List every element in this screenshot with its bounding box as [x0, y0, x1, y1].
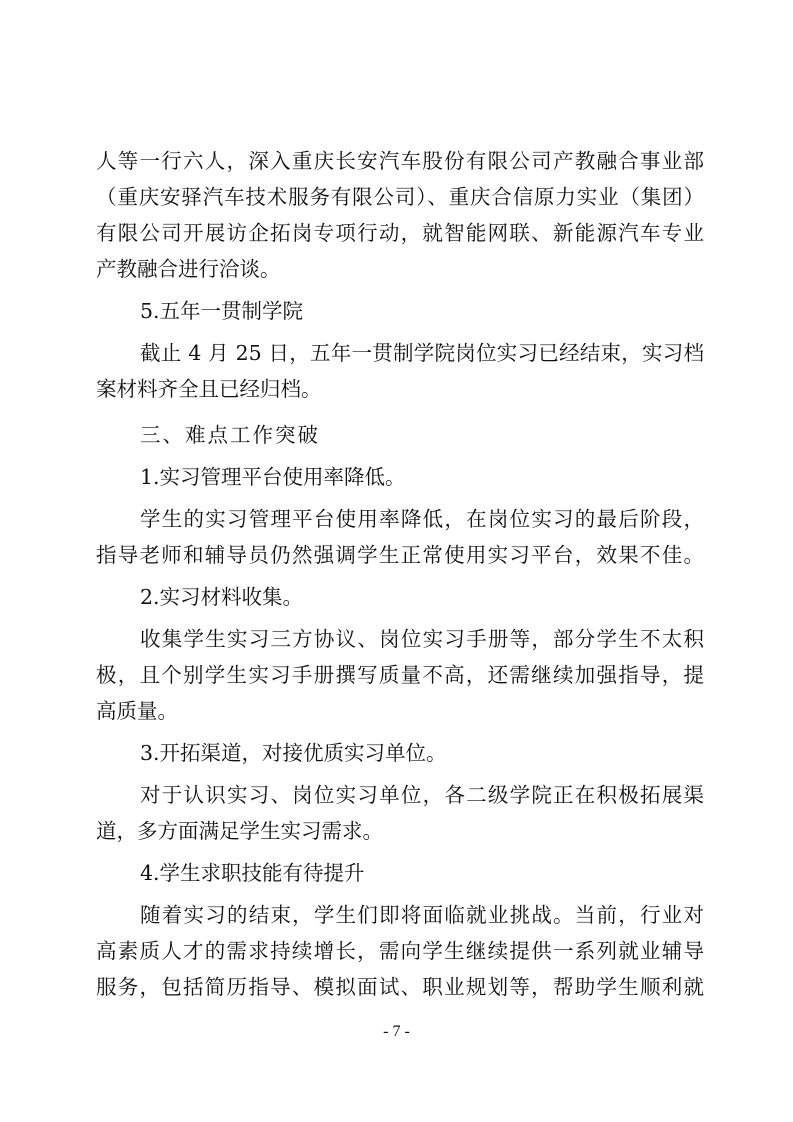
paragraph-line: 产教融合进行洽谈。	[96, 257, 281, 281]
paragraph-line: 对于认识实习、岗位实习单位，各二级学院正在积极拓展渠	[140, 783, 704, 807]
paragraph-line: 服务，包括简历指导、模拟面试、职业规划等，帮助学生顺利就	[96, 975, 704, 999]
section-heading: 1.实习管理平台使用率降低。	[140, 465, 406, 489]
section-heading: 2.实习材料收集。	[140, 585, 304, 609]
section-heading: 5.五年一贯制学院	[140, 299, 304, 323]
paragraph-line: （重庆安驿汽车技术服务有限公司）、重庆合信原力实业（集团）	[96, 185, 704, 209]
page-number: - 7 -	[383, 1023, 410, 1040]
paragraph-line: 人等一行六人，深入重庆长安汽车股份有限公司产教融合事业部	[96, 149, 704, 173]
paragraph-line: 高质量。	[96, 699, 178, 723]
section-heading: 4.学生求职技能有待提升	[140, 861, 365, 885]
chapter-heading: 三、难点工作突破	[140, 423, 320, 447]
paragraph-line: 有限公司开展访企拓岗专项行动，就智能网联、新能源汽车专业	[96, 221, 704, 245]
paragraph-line: 道，多方面满足学生实习需求。	[96, 819, 383, 843]
paragraph-line: 随着实习的结束，学生们即将面临就业挑战。当前，行业对	[140, 903, 704, 927]
paragraph-line: 高素质人才的需求持续增长，需向学生继续提供一系列就业辅导	[96, 939, 704, 963]
paragraph-line: 案材料齐全且已经归档。	[96, 377, 322, 401]
paragraph-line: 指导老师和辅导员仍然强调学生正常使用实习平台，效果不佳。	[96, 543, 704, 567]
paragraph-line: 收集学生实习三方协议、岗位实习手册等，部分学生不太积	[140, 627, 704, 651]
paragraph-line: 截止 4 月 25 日，五年一贯制学院岗位实习已经结束，实习档	[140, 341, 704, 365]
document-body	[96, 143, 704, 1005]
section-heading: 3.开拓渠道，对接优质实习单位。	[140, 741, 447, 765]
paragraph-line: 学生的实习管理平台使用率降低，在岗位实习的最后阶段，	[140, 507, 704, 531]
paragraph-line: 极，且个别学生实习手册撰写质量不高，还需继续加强指导，提	[96, 663, 704, 687]
